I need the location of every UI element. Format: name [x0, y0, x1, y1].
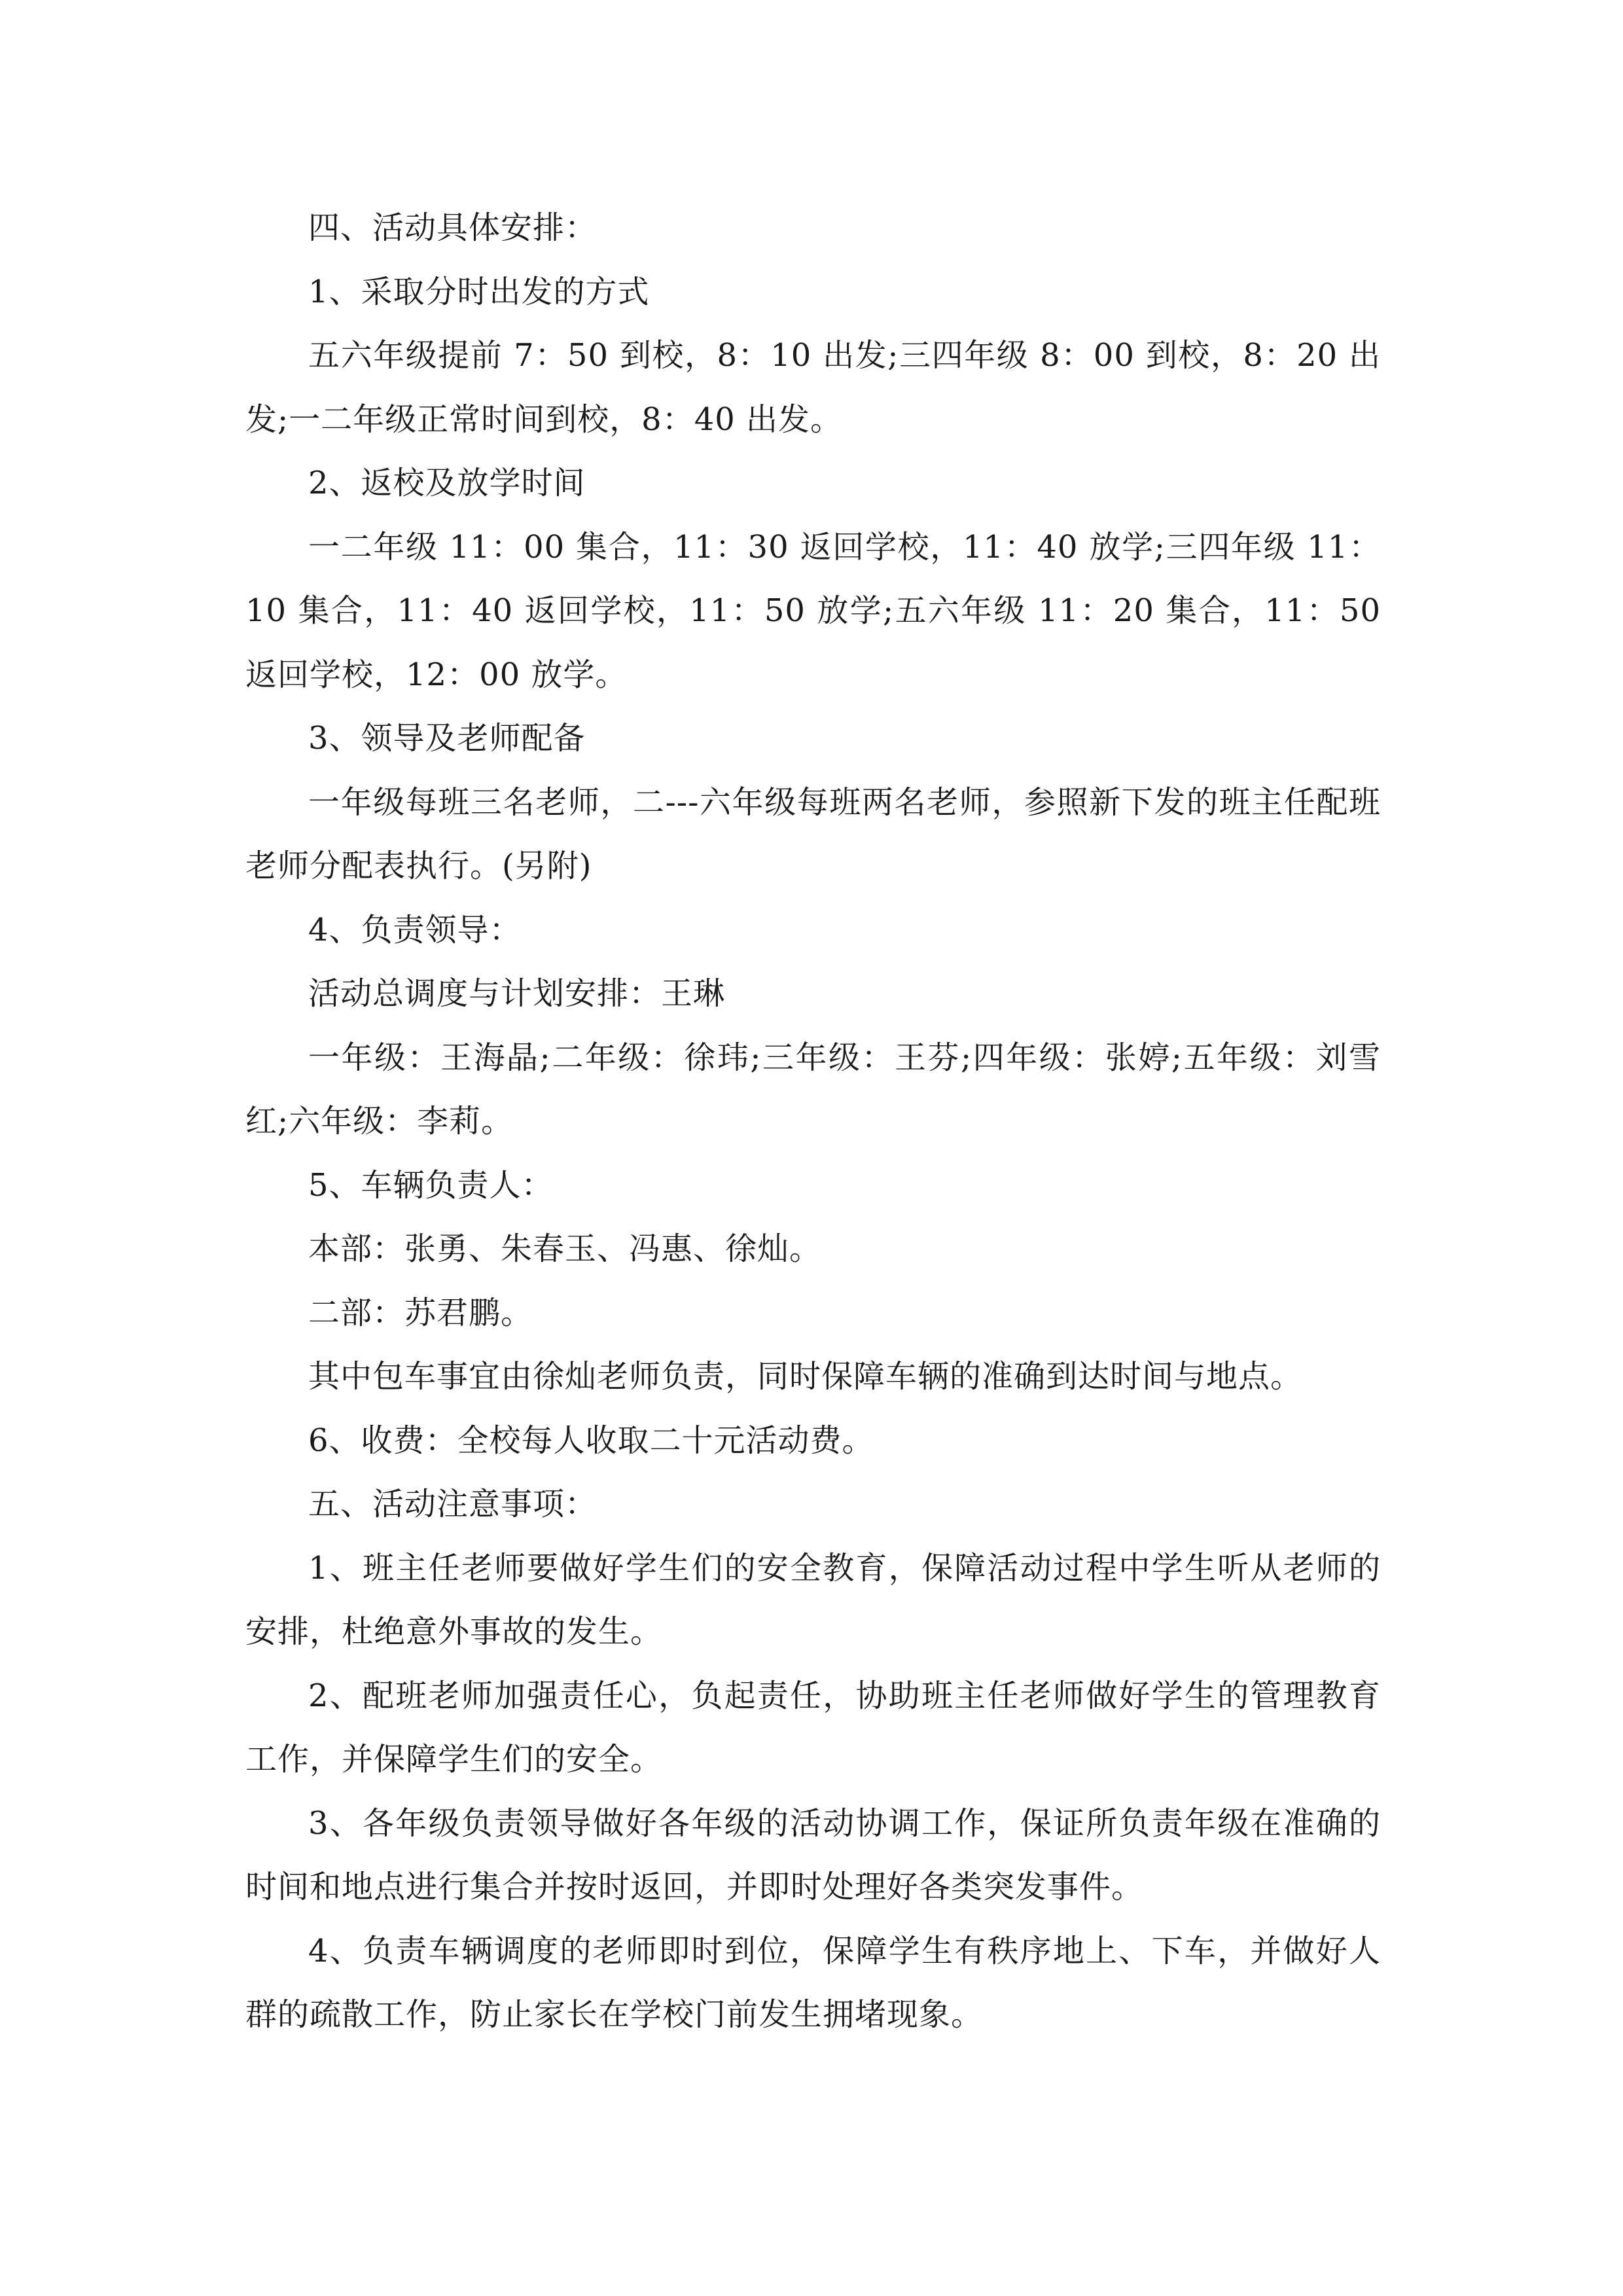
paragraph-bus-charter: 其中包车事宜由徐灿老师负责，同时保障车辆的准确到达时间与地点。 — [308, 1358, 1303, 1395]
paragraph-return-times: 一二年级 11：00 集合，11：30 返回学校，11：40 放学;三四年级 11：10 集合，11：40 返回学校，11：50 放学;五六年级 11：20 集合，11：50 返回学校，12：00 放学。 — [245, 528, 1381, 693]
document-body — [245, 196, 1381, 2047]
item-heading-vehicles: 5、车辆负责人： — [308, 1166, 554, 1204]
paragraph-grade-leaders: 一年级：王海晶;二年级：徐玮;三年级：王芬;四年级：张婷;五年级：刘雪红;六年级：李莉。 — [245, 1039, 1381, 1139]
item-heading-staffing: 3、领导及老师配备 — [308, 720, 586, 757]
paragraph-second-campus: 二部：苏君鹏。 — [308, 1294, 533, 1331]
item-heading-return: 2、返校及放学时间 — [308, 465, 586, 501]
paragraph-main-campus: 本部：张勇、朱春玉、冯惠、徐灿。 — [308, 1230, 822, 1267]
paragraph-precaution-2: 2、配班老师加强责任心，负起责任，协助班主任老师做好学生的管理教育工作，并保障学生们的安全。 — [245, 1677, 1381, 1778]
item-heading-departure: 1、采取分时出发的方式 — [308, 273, 650, 310]
paragraph-precaution-4: 4、负责车辆调度的老师即时到位，保障学生有秩序地上、下车，并做好人群的疏散工作，防止家长在学校门前发生拥堵现象。 — [245, 1932, 1381, 2033]
paragraph-departure-times: 五六年级提前 7：50 到校，8：10 出发;三四年级 8：00 到校，8：20 出发;一二年级正常时间到校，8：40 出发。 — [245, 337, 1381, 438]
section-heading-schedule: 四、活动具体安排： — [308, 209, 597, 246]
paragraph-staffing: 一年级每班三名老师，二---六年级每班两名老师，参照新下发的班主任配班老师分配表执行。(另附) — [245, 783, 1381, 884]
item-heading-leaders: 4、负责领导： — [308, 911, 522, 948]
paragraph-precaution-1: 1、班主任老师要做好学生们的安全教育，保障活动过程中学生听从老师的安排，杜绝意外事故的发生。 — [245, 1549, 1381, 1650]
paragraph-precaution-3: 3、各年级负责领导做好各年级的活动协调工作，保证所负责年级在准确的时间和地点进行集合并按时返回，并即时处理好各类突发事件。 — [245, 1804, 1381, 1905]
item-heading-fees: 6、收费：全校每人收取二十元活动费。 — [308, 1422, 874, 1459]
paragraph-general-dispatch: 活动总调度与计划安排：王琳 — [308, 975, 726, 1012]
section-heading-precautions: 五、活动注意事项： — [308, 1486, 597, 1522]
